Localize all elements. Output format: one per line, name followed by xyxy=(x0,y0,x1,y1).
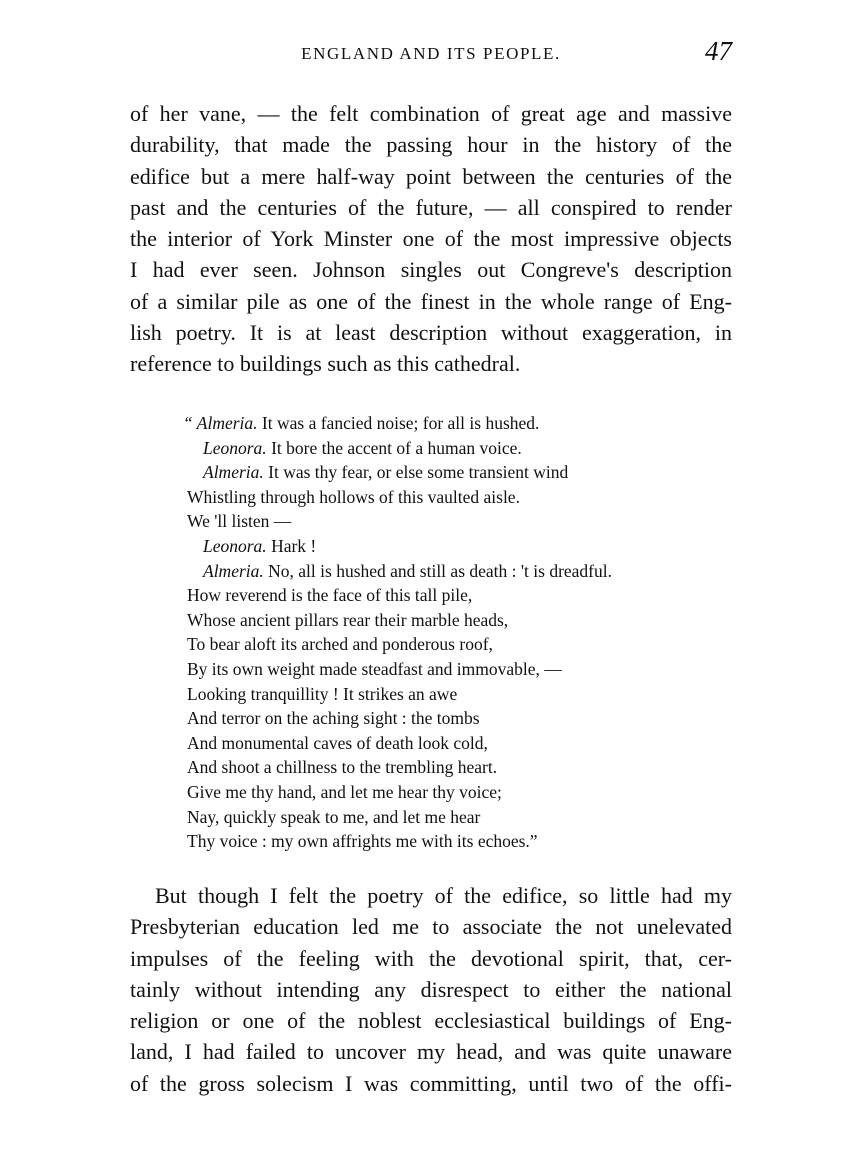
verse-text: To bear aloft its arched and ponderous roof, xyxy=(187,634,493,655)
verse-text: Nay, quickly speak to me, and let me hear xyxy=(187,806,481,827)
text-line: reference to buildings such as this cathedral. xyxy=(130,351,521,377)
verse-line xyxy=(187,829,732,854)
verse-text: Give me thy hand, and let me hear thy voice; xyxy=(187,781,502,802)
verse-line xyxy=(187,485,732,510)
verse-line xyxy=(187,755,732,780)
verse-line xyxy=(187,657,732,682)
verse-quotation xyxy=(183,411,732,854)
verse-text: It was thy fear, or else some transient wind xyxy=(263,462,569,483)
text-line: durability, that made the passing hour in the history of the xyxy=(130,132,732,158)
text-line: edifice but a mere half-way point between the centuries of the xyxy=(130,163,732,189)
verse-text: We 'll listen — xyxy=(187,511,292,532)
verse-text: No, all is hushed and still as death : 't is dreadful. xyxy=(263,560,612,581)
verse-line xyxy=(187,632,732,657)
text-line: of the gross solecism I was committing, until two of the offi- xyxy=(130,1070,732,1096)
speaker-name: Leonora. xyxy=(203,535,267,556)
verse-line xyxy=(187,509,732,534)
text-line: tainly without intending any disrespect to either the national xyxy=(130,976,732,1002)
text-line: land, I had failed to uncover my head, and was quite unaware xyxy=(130,1039,732,1065)
text-line: Presbyterian education led me to associate the not unelevated xyxy=(130,914,732,940)
verse-line xyxy=(187,682,732,707)
text-line: of a similar pile as one of the finest in the whole range of Eng- xyxy=(130,288,732,314)
verse-line xyxy=(187,731,732,756)
verse-line xyxy=(187,583,732,608)
verse-text: And shoot a chillness to the trembling heart. xyxy=(187,757,498,778)
speaker-name: Almeria. xyxy=(203,462,264,483)
speaker-name: “ Almeria. xyxy=(183,413,258,433)
verse-text: And monumental caves of death look cold, xyxy=(187,732,488,753)
running-title: ENGLAND AND ITS PEOPLE. xyxy=(301,44,561,63)
verse-text: By its own weight made steadfast and immovable, — xyxy=(187,658,562,679)
text-line: the interior of York Minster one of the most impressive objects xyxy=(130,226,732,252)
speaker-name: Leonora. xyxy=(203,437,267,458)
verse-line xyxy=(187,608,732,633)
text-line: I had ever seen. Johnson singles out Congreve's description xyxy=(130,257,732,283)
verse-line xyxy=(187,805,732,830)
text-line: lish poetry. It is at least description without exaggeration, in xyxy=(130,320,732,346)
verse-line xyxy=(187,780,732,805)
text-line: religion or one of the noblest ecclesiastical buildings of Eng- xyxy=(130,1008,732,1034)
page-number: 47 xyxy=(705,36,732,66)
verse-line xyxy=(183,411,732,436)
verse-text: It bore the accent of a human voice. xyxy=(266,437,522,458)
verse-line xyxy=(187,559,732,584)
verse-line xyxy=(187,706,732,731)
verse-text: And terror on the aching sight : the tombs xyxy=(187,708,480,729)
verse-text: Whistling through hollows of this vaulted aisle. xyxy=(187,486,520,507)
verse-line xyxy=(187,460,732,485)
verse-text: How reverend is the face of this tall pile, xyxy=(187,585,473,606)
verse-text: Whose ancient pillars rear their marble heads, xyxy=(187,609,509,630)
running-head xyxy=(130,36,732,74)
speaker-name: Almeria. xyxy=(203,560,264,581)
verse-text: Hark ! xyxy=(266,535,317,556)
verse-text: Looking tranquillity ! It strikes an awe xyxy=(187,683,458,704)
verse-text: It was a fancied noise; for all is hushed. xyxy=(257,413,540,433)
text-line: past and the centuries of the future, — all conspired to render xyxy=(130,194,732,220)
text-line: impulses of the feeling with the devotional spirit, that, cer- xyxy=(130,945,732,971)
verse-line xyxy=(187,436,732,461)
paragraph-2 xyxy=(130,880,732,1099)
text-line: But though I felt the poetry of the edifice, so little had my xyxy=(155,883,732,908)
paragraph-1 xyxy=(130,98,732,380)
verse-line xyxy=(187,534,732,559)
verse-text: Thy voice : my own affrights me with its echoes.” xyxy=(187,831,538,852)
text-line: of her vane, — the felt combination of great age and massive xyxy=(130,101,732,126)
